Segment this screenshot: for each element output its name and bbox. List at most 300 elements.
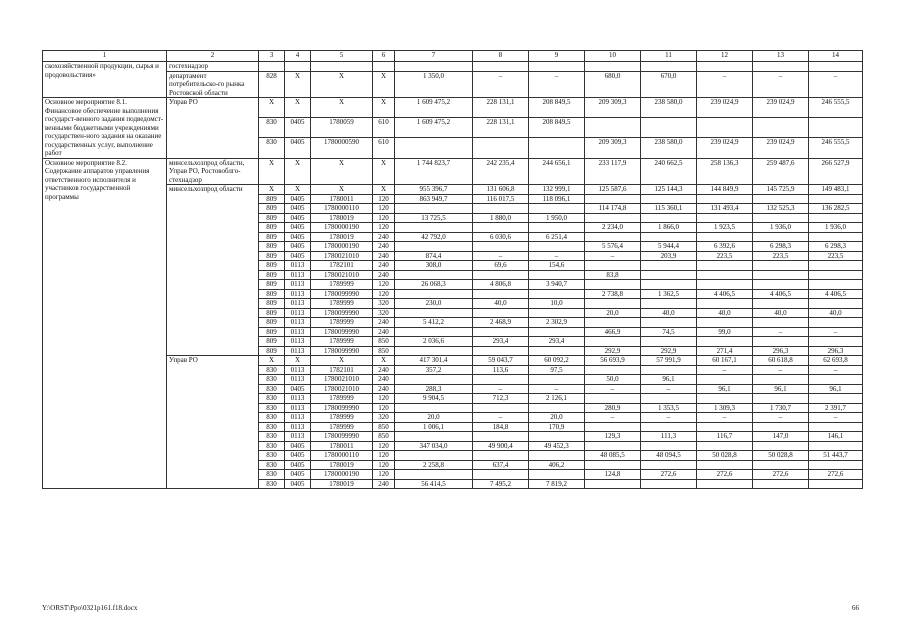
code-cell: 809 — [259, 251, 285, 261]
code-cell: 1780000190 — [311, 242, 373, 252]
code-cell — [373, 62, 395, 72]
code-cell: 809 — [259, 308, 285, 318]
amount-cell: 238 580,0 — [641, 98, 697, 118]
amount-cell: 136 282,5 — [809, 204, 863, 214]
amount-cell — [529, 242, 585, 252]
executor-cell: департамент потребительско-го рынка Ростовской области — [167, 71, 259, 98]
code-cell: 240 — [373, 327, 395, 337]
code-cell: 809 — [259, 213, 285, 223]
amount-cell — [697, 270, 753, 280]
amount-cell: 5 412,2 — [395, 318, 473, 328]
amount-cell — [809, 62, 863, 72]
amount-cell: 6 298,3 — [809, 242, 863, 252]
column-numbers-row — [43, 51, 863, 62]
amount-cell: – — [473, 71, 529, 98]
amount-cell — [473, 403, 529, 413]
code-cell: 0113 — [285, 375, 311, 385]
code-cell: 850 — [373, 422, 395, 432]
code-cell: 120 — [373, 204, 395, 214]
amount-cell — [753, 422, 809, 432]
amount-cell: 62 693,8 — [809, 356, 863, 366]
amount-cell: 863 949,7 — [395, 194, 473, 204]
column-number: 12 — [697, 51, 753, 62]
code-cell: 240 — [373, 318, 395, 328]
amount-cell — [585, 194, 641, 204]
amount-cell: 50 028,8 — [753, 451, 809, 461]
amount-cell — [585, 261, 641, 271]
code-cell: 809 — [259, 346, 285, 356]
amount-cell — [585, 280, 641, 290]
amount-cell: – — [585, 413, 641, 423]
amount-cell — [585, 337, 641, 347]
amount-cell: 208 849,5 — [529, 118, 585, 138]
code-cell: 809 — [259, 270, 285, 280]
amount-cell: 4 406,5 — [809, 289, 863, 299]
code-cell: 830 — [259, 413, 285, 423]
amount-cell: 6 392,6 — [697, 242, 753, 252]
amount-cell: 125 587,6 — [585, 185, 641, 195]
amount-cell: 874,4 — [395, 251, 473, 261]
code-cell: 830 — [259, 384, 285, 394]
column-number: 8 — [473, 51, 529, 62]
code-cell: 1780000590 — [311, 138, 373, 158]
amount-cell: 242 235,4 — [473, 158, 529, 185]
amount-cell: 209 309,3 — [585, 98, 641, 118]
amount-cell: 1 936,0 — [753, 223, 809, 233]
amount-cell: 223,5 — [809, 251, 863, 261]
amount-cell — [395, 223, 473, 233]
code-cell: 1780019 — [311, 213, 373, 223]
amount-cell: 131 606,8 — [473, 185, 529, 195]
amount-cell — [641, 213, 697, 223]
amount-cell: 292,9 — [585, 346, 641, 356]
amount-cell: – — [641, 413, 697, 423]
amount-cell — [753, 460, 809, 470]
amount-cell: 144 849,9 — [697, 185, 753, 195]
amount-cell — [641, 422, 697, 432]
amount-cell: – — [585, 384, 641, 394]
code-cell: 0405 — [285, 138, 311, 158]
code-cell: 1789999 — [311, 422, 373, 432]
code-cell: 830 — [259, 394, 285, 404]
amount-cell: – — [753, 413, 809, 423]
amount-cell — [753, 270, 809, 280]
amount-cell — [809, 479, 863, 489]
amount-cell: 114 174,8 — [585, 204, 641, 214]
amount-cell — [473, 62, 529, 72]
code-cell: 1780099990 — [311, 432, 373, 442]
amount-cell: 228 131,1 — [473, 118, 529, 138]
code-cell: X — [311, 185, 373, 195]
amount-cell: 96,1 — [753, 384, 809, 394]
amount-cell — [585, 318, 641, 328]
amount-cell: 2 258,8 — [395, 460, 473, 470]
amount-cell: 272,6 — [809, 470, 863, 480]
amount-cell: 272,6 — [753, 470, 809, 480]
amount-cell — [753, 441, 809, 451]
amount-cell: 56 693,9 — [585, 356, 641, 366]
code-cell: 610 — [373, 138, 395, 158]
amount-cell: 49 900,4 — [473, 441, 529, 451]
amount-cell — [753, 213, 809, 223]
amount-cell: 244 656,1 — [529, 158, 585, 185]
amount-cell — [641, 460, 697, 470]
code-cell: 0405 — [285, 223, 311, 233]
amount-cell — [529, 204, 585, 214]
amount-cell — [529, 327, 585, 337]
amount-cell: 57 991,9 — [641, 356, 697, 366]
amount-cell — [473, 223, 529, 233]
amount-cell: – — [697, 71, 753, 98]
amount-cell: 40,0 — [753, 308, 809, 318]
amount-cell — [585, 422, 641, 432]
amount-cell: 1 609 475,2 — [395, 98, 473, 118]
code-cell: 0113 — [285, 346, 311, 356]
amount-cell: – — [641, 384, 697, 394]
column-number: 2 — [167, 51, 259, 62]
code-cell: X — [285, 356, 311, 366]
code-cell: 0113 — [285, 299, 311, 309]
code-cell: 0405 — [285, 470, 311, 480]
budget-table-page — [42, 50, 862, 489]
amount-cell — [697, 261, 753, 271]
amount-cell: 6 251,4 — [529, 232, 585, 242]
amount-cell — [395, 270, 473, 280]
amount-cell: 1 936,0 — [809, 223, 863, 233]
amount-cell: 272,6 — [641, 470, 697, 480]
amount-cell — [697, 118, 753, 138]
amount-cell: 51 443,7 — [809, 451, 863, 461]
code-cell: 610 — [373, 118, 395, 138]
amount-cell: 60 618,8 — [753, 356, 809, 366]
code-cell: 809 — [259, 289, 285, 299]
code-cell: 0405 — [285, 213, 311, 223]
code-cell: X — [373, 71, 395, 98]
amount-cell: – — [697, 365, 753, 375]
code-cell: 1780099990 — [311, 346, 373, 356]
amount-cell: 1 609 475,2 — [395, 118, 473, 138]
code-cell: 828 — [259, 71, 285, 98]
amount-cell: 292,9 — [641, 346, 697, 356]
amount-cell — [697, 375, 753, 385]
amount-cell — [473, 346, 529, 356]
amount-cell: – — [753, 327, 809, 337]
amount-cell: 347 034,0 — [395, 441, 473, 451]
code-cell: 1782101 — [311, 365, 373, 375]
amount-cell — [809, 299, 863, 309]
amount-cell: 5 944,4 — [641, 242, 697, 252]
amount-cell: 293,4 — [473, 337, 529, 347]
table-row — [43, 98, 863, 118]
amount-cell — [529, 270, 585, 280]
amount-cell: 40,0 — [641, 308, 697, 318]
code-cell: 1780021010 — [311, 375, 373, 385]
code-cell: 830 — [259, 441, 285, 451]
code-cell: 1782101 — [311, 261, 373, 271]
code-cell: X — [311, 356, 373, 366]
code-cell: 0113 — [285, 432, 311, 442]
amount-cell: 129,3 — [585, 432, 641, 442]
column-number: 7 — [395, 51, 473, 62]
amount-cell: 125 144,3 — [641, 185, 697, 195]
amount-cell: – — [809, 413, 863, 423]
amount-cell — [809, 280, 863, 290]
amount-cell: 246 555,5 — [809, 98, 863, 118]
code-cell: 240 — [373, 375, 395, 385]
amount-cell: 1 730,7 — [753, 403, 809, 413]
code-cell: 240 — [373, 251, 395, 261]
amount-cell: 69,6 — [473, 261, 529, 271]
amount-cell — [585, 394, 641, 404]
amount-cell — [809, 270, 863, 280]
amount-cell — [641, 365, 697, 375]
code-cell: 830 — [259, 138, 285, 158]
code-cell: 0405 — [285, 460, 311, 470]
code-cell: X — [285, 185, 311, 195]
amount-cell — [585, 232, 641, 242]
code-cell: 809 — [259, 242, 285, 252]
amount-cell: – — [473, 251, 529, 261]
code-cell: X — [285, 98, 311, 118]
amount-cell: – — [753, 71, 809, 98]
amount-cell: 1 744 823,7 — [395, 158, 473, 185]
amount-cell: 113,6 — [473, 365, 529, 375]
amount-cell: – — [809, 71, 863, 98]
page-number: 66 — [852, 604, 859, 612]
amount-cell — [641, 232, 697, 242]
code-cell: 240 — [373, 270, 395, 280]
amount-cell: 308,0 — [395, 261, 473, 271]
amount-cell — [809, 261, 863, 271]
amount-cell: 239 024,9 — [753, 98, 809, 118]
amount-cell: – — [529, 251, 585, 261]
amount-cell: 7 819,2 — [529, 479, 585, 489]
amount-cell: 118 096,1 — [529, 194, 585, 204]
code-cell: 120 — [373, 289, 395, 299]
amount-cell: 6 298,3 — [753, 242, 809, 252]
amount-cell — [395, 470, 473, 480]
amount-cell: 271,4 — [697, 346, 753, 356]
code-cell: 809 — [259, 337, 285, 347]
amount-cell: 7 495,2 — [473, 479, 529, 489]
amount-cell: 184,8 — [473, 422, 529, 432]
amount-cell: 116 017,5 — [473, 194, 529, 204]
code-cell: X — [259, 158, 285, 185]
code-cell: 0405 — [285, 384, 311, 394]
amount-cell — [395, 451, 473, 461]
amount-cell — [641, 194, 697, 204]
amount-cell: 170,9 — [529, 422, 585, 432]
amount-cell — [753, 375, 809, 385]
amount-cell — [641, 441, 697, 451]
measure-name-cell: Основное мероприятие 8.1. Финансовое обеспечение выполнения государст-венного задания подведомст-венными бюджетными учреждениями государствен-ного задания на оказание государственных услуг, выполнение работ — [43, 98, 167, 159]
amount-cell — [395, 204, 473, 214]
amount-cell: 230,0 — [395, 299, 473, 309]
amount-cell: 670,0 — [641, 71, 697, 98]
amount-cell: 59 043,7 — [473, 356, 529, 366]
amount-cell: 2 468,9 — [473, 318, 529, 328]
code-cell: 850 — [373, 337, 395, 347]
code-cell: 0113 — [285, 422, 311, 432]
amount-cell — [753, 479, 809, 489]
amount-cell: 266 527,9 — [809, 158, 863, 185]
amount-cell: 116,7 — [697, 432, 753, 442]
amount-cell — [529, 308, 585, 318]
amount-cell — [809, 394, 863, 404]
amount-cell — [809, 460, 863, 470]
table-row — [43, 158, 863, 185]
code-cell: 0113 — [285, 280, 311, 290]
code-cell: 120 — [373, 194, 395, 204]
amount-cell — [473, 204, 529, 214]
amount-cell — [585, 118, 641, 138]
code-cell: 830 — [259, 470, 285, 480]
amount-cell — [529, 470, 585, 480]
code-cell: 1780099990 — [311, 403, 373, 413]
amount-cell — [529, 432, 585, 442]
amount-cell — [809, 422, 863, 432]
amount-cell: 417 301,4 — [395, 356, 473, 366]
amount-cell — [697, 280, 753, 290]
budget-table — [42, 50, 863, 489]
amount-cell: 680,0 — [585, 71, 641, 98]
amount-cell: 56 414,5 — [395, 479, 473, 489]
amount-cell: 406,2 — [529, 460, 585, 470]
amount-cell — [809, 337, 863, 347]
amount-cell: 1 950,0 — [529, 213, 585, 223]
column-number: 6 — [373, 51, 395, 62]
amount-cell: 74,5 — [641, 327, 697, 337]
code-cell: 809 — [259, 318, 285, 328]
column-number: 10 — [585, 51, 641, 62]
executor-cell: минсельхозпрод области — [167, 185, 259, 356]
code-cell: X — [285, 71, 311, 98]
amount-cell: 40,0 — [697, 308, 753, 318]
amount-cell: 42 792,0 — [395, 232, 473, 242]
code-cell: X — [285, 158, 311, 185]
amount-cell: 147,0 — [753, 432, 809, 442]
code-cell: 0113 — [285, 413, 311, 423]
code-cell: 120 — [373, 394, 395, 404]
amount-cell: 96,1 — [809, 384, 863, 394]
code-cell: 240 — [373, 232, 395, 242]
measure-name-cell: Основное мероприятие 8.2. Содержание аппаратов управления ответственного исполнителя и участников государственной программы — [43, 158, 167, 489]
column-number: 4 — [285, 51, 311, 62]
amount-cell — [697, 394, 753, 404]
amount-cell — [753, 280, 809, 290]
amount-cell — [697, 232, 753, 242]
code-cell: 1780099990 — [311, 327, 373, 337]
amount-cell — [529, 451, 585, 461]
code-cell: 830 — [259, 479, 285, 489]
amount-cell — [641, 479, 697, 489]
amount-cell: 637,4 — [473, 460, 529, 470]
amount-cell: 258 136,3 — [697, 158, 753, 185]
amount-cell: 149 483,1 — [809, 185, 863, 195]
amount-cell: 2 036,6 — [395, 337, 473, 347]
amount-cell — [395, 289, 473, 299]
amount-cell: 40,0 — [473, 299, 529, 309]
code-cell: 830 — [259, 460, 285, 470]
amount-cell — [809, 194, 863, 204]
code-cell: 809 — [259, 194, 285, 204]
code-cell: 0405 — [285, 441, 311, 451]
amount-cell: 50,0 — [585, 375, 641, 385]
amount-cell: 97,5 — [529, 365, 585, 375]
amount-cell — [641, 337, 697, 347]
amount-cell: 259 487,6 — [753, 158, 809, 185]
code-cell: 830 — [259, 375, 285, 385]
amount-cell — [585, 62, 641, 72]
code-cell: 1780000190 — [311, 223, 373, 233]
amount-cell: 293,4 — [529, 337, 585, 347]
amount-cell: – — [473, 384, 529, 394]
amount-cell: 2 738,8 — [585, 289, 641, 299]
amount-cell — [641, 62, 697, 72]
code-cell: 1780099990 — [311, 289, 373, 299]
amount-cell — [697, 460, 753, 470]
column-number: 5 — [311, 51, 373, 62]
code-cell: 0113 — [285, 327, 311, 337]
amount-cell: 208 849,5 — [529, 98, 585, 118]
code-cell: 0113 — [285, 394, 311, 404]
amount-cell: 272,6 — [697, 470, 753, 480]
amount-cell: 48 085,5 — [585, 451, 641, 461]
code-cell: 809 — [259, 299, 285, 309]
amount-cell: 50 028,8 — [697, 451, 753, 461]
amount-cell — [809, 213, 863, 223]
column-number: 11 — [641, 51, 697, 62]
amount-cell: 239 024,9 — [753, 138, 809, 158]
amount-cell — [697, 422, 753, 432]
code-cell: 1780019 — [311, 460, 373, 470]
amount-cell: – — [529, 71, 585, 98]
amount-cell: 2 391,7 — [809, 403, 863, 413]
amount-cell: 1 309,3 — [697, 403, 753, 413]
code-cell: 120 — [373, 460, 395, 470]
code-cell: 0405 — [285, 232, 311, 242]
amount-cell — [473, 289, 529, 299]
amount-cell: – — [809, 327, 863, 337]
amount-cell — [395, 375, 473, 385]
amount-cell — [753, 394, 809, 404]
code-cell — [285, 62, 311, 72]
amount-cell — [641, 280, 697, 290]
amount-cell: – — [585, 251, 641, 261]
amount-cell: 1 006,1 — [395, 422, 473, 432]
amount-cell — [473, 470, 529, 480]
code-cell: 1780099990 — [311, 308, 373, 318]
amount-cell: 228 131,1 — [473, 98, 529, 118]
amount-cell: 1 362,5 — [641, 289, 697, 299]
amount-cell — [697, 441, 753, 451]
code-cell: 809 — [259, 232, 285, 242]
code-cell: 0405 — [285, 479, 311, 489]
code-cell: 1780059 — [311, 118, 373, 138]
amount-cell — [697, 194, 753, 204]
code-cell: 320 — [373, 308, 395, 318]
amount-cell: 280,9 — [585, 403, 641, 413]
amount-cell — [641, 299, 697, 309]
code-cell: 830 — [259, 422, 285, 432]
code-cell: 830 — [259, 365, 285, 375]
amount-cell — [641, 270, 697, 280]
code-cell: 830 — [259, 432, 285, 442]
amount-cell — [473, 375, 529, 385]
amount-cell — [395, 62, 473, 72]
amount-cell — [529, 403, 585, 413]
amount-cell — [753, 261, 809, 271]
